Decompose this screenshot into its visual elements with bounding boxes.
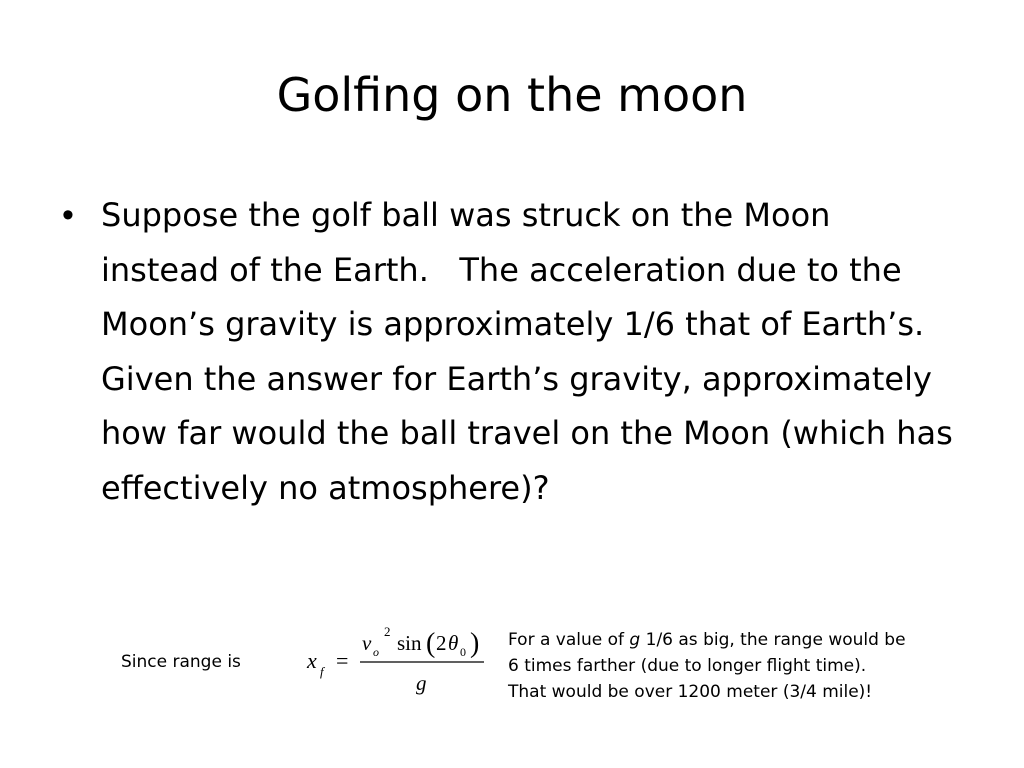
formula-num-exp: 2: [384, 624, 391, 639]
range-label: Since range is: [121, 652, 241, 672]
note-line-1: [508, 627, 1008, 653]
note-line-1-end: 1/6 as big, the range would be: [640, 630, 906, 650]
formula-lhs-var: x: [307, 648, 317, 673]
formula-num-sub: o: [373, 645, 379, 659]
formula-close-paren: ): [470, 628, 480, 659]
formula-denominator: g: [416, 671, 427, 695]
gravity-symbol: g: [629, 630, 641, 650]
formula-angle-sub: 0: [460, 645, 466, 659]
formula-angle: θ: [448, 631, 459, 655]
moon-range-note: [508, 627, 1008, 705]
slide-title: Golfing on the moon: [276, 68, 748, 122]
formula-coefficient: 2: [436, 631, 447, 655]
bullet-marker: •: [62, 196, 74, 234]
bullet-text: Suppose the golf ball was struck on the Moon instead of the Earth. The acceleration due to the Moon’s gravity is approximately 1/6 that of Earth’s. Given the answer for Earth’s gravity, approximately how far would the ball travel on the Moon (which has effectively no atmosphere)?: [101, 196, 963, 507]
formula-function: sin: [397, 631, 422, 655]
formula-open-paren: (: [426, 628, 436, 659]
note-line-3: That would be over 1200 meter (3/4 mile)!: [508, 682, 873, 702]
note-line-1-start: For a value of: [508, 630, 630, 650]
formula-lhs-sub: f: [320, 664, 324, 679]
note-line-2: 6 times farther (due to longer flight time).: [508, 656, 867, 676]
bullet-list: [56, 188, 963, 515]
formula-num-var: v: [362, 631, 372, 655]
formula-equals: =: [336, 648, 349, 673]
range-formula: [304, 624, 494, 704]
